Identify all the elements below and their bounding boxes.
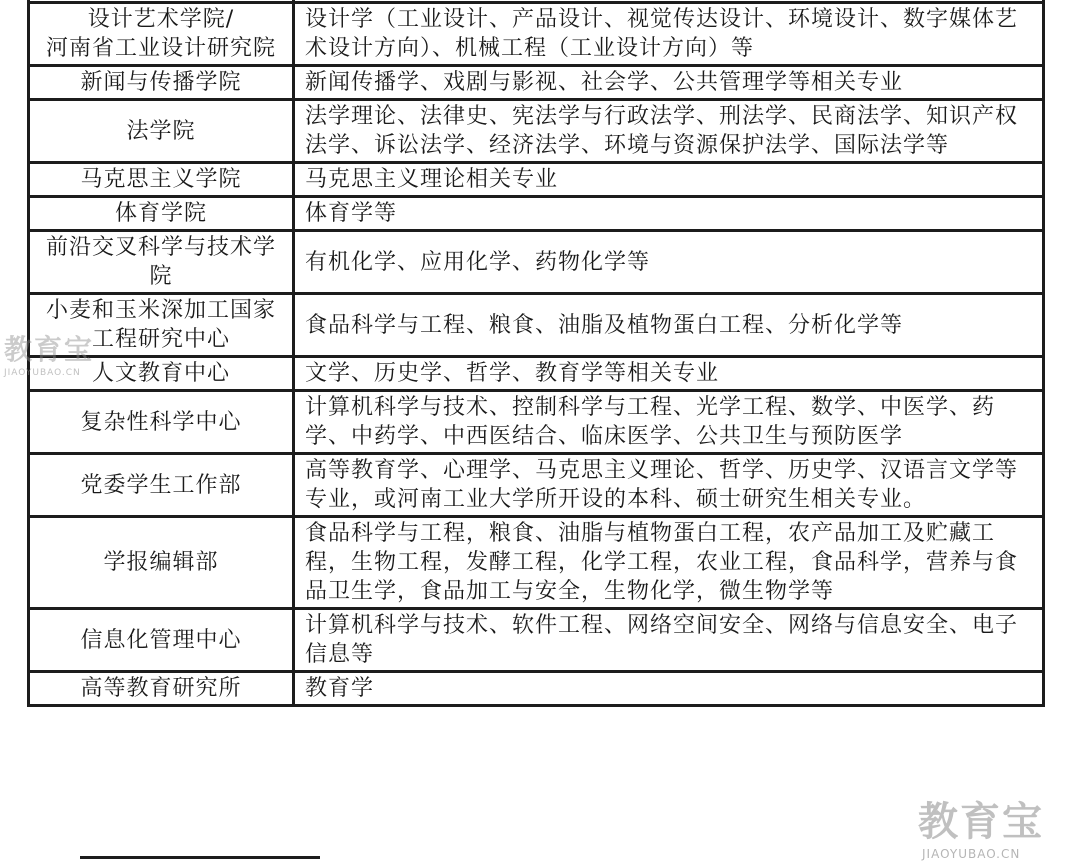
unit-cell: 小麦和玉米深加工国家工程研究中心 [29,294,294,357]
unit-cell: 高等教育研究所 [29,672,294,706]
table-row [29,294,1044,357]
major-cell: 计算机科学与技术、软件工程、网络空间安全、网络与信息安全、电子信息等 [294,609,1044,672]
watermark-left-url: JIAOYUBAO.CN [4,368,81,378]
table-row [29,357,1044,391]
table-row [29,609,1044,672]
major-cell: 计算机科学与技术、控制科学与工程、光学工程、数学、中医学、药学、中药学、中西医结合、临床医学、公共卫生与预防医学 [294,391,1044,454]
watermark-left-logo: 教育宝 [4,333,95,366]
unit-cell: 复杂性科学中心 [29,391,294,454]
major-cell: 设计学（工业设计、产品设计、视觉传达设计、环境设计、数字媒体艺术设计方向）、机械工程（工业设计方向）等 [294,3,1044,66]
table-row [29,66,1044,100]
major-cell: 体育学等 [294,197,1044,231]
table-row [29,163,1044,197]
watermark-right-logo: 教育宝 [918,799,1044,845]
unit-cell: 新闻与传播学院 [29,66,294,100]
major-cell: 文学、历史学、哲学、教育学等相关专业 [294,357,1044,391]
unit-cell: 法学院 [29,100,294,163]
major-cell: 法学理论、法律史、宪法学与行政法学、刑法学、民商法学、知识产权法学、诉讼法学、经济法学、环境与资源保护法学、国际法学等 [294,100,1044,163]
major-cell: 马克思主义理论相关专业 [294,163,1044,197]
unit-cell: 设计艺术学院/ 河南省工业设计研究院 [29,3,294,66]
major-cell: 食品科学与工程、粮食、油脂及植物蛋白工程、分析化学等 [294,294,1044,357]
table-row [29,454,1044,517]
table-row [29,231,1044,294]
table-row [29,197,1044,231]
unit-cell: 人文教育中心 [29,357,294,391]
watermark-right [918,790,1044,861]
major-cell: 有机化学、应用化学、药物化学等 [294,231,1044,294]
unit-cell: 前沿交叉科学与技术学院 [29,231,294,294]
table-row [29,3,1044,66]
recruitment-table [27,0,1045,707]
unit-cell: 体育学院 [29,197,294,231]
unit-cell: 信息化管理中心 [29,609,294,672]
unit-cell: 学报编辑部 [29,517,294,609]
major-cell: 新闻传播学、戏剧与影视、社会学、公共管理学等相关专业 [294,66,1044,100]
watermark-right-url: JIAOYUBAO.CN [922,847,1021,861]
table-row [29,391,1044,454]
unit-cell: 党委学生工作部 [29,454,294,517]
major-cell: 教育学 [294,672,1044,706]
table-row [29,100,1044,163]
next-table-fragment [80,856,320,867]
unit-cell: 马克思主义学院 [29,163,294,197]
table-row [29,517,1044,609]
major-cell: 食品科学与工程，粮食、油脂与植物蛋白工程，农产品加工及贮藏工程，生物工程，发酵工程，化学工程，农业工程，食品科学，营养与食品卫生学，食品加工与安全，生物化学，微生物学等 [294,517,1044,609]
table-row [29,672,1044,706]
major-cell: 高等教育学、心理学、马克思主义理论、哲学、历史学、汉语言文学等专业，或河南工业大学所开设的本科、硕士研究生相关专业。 [294,454,1044,517]
